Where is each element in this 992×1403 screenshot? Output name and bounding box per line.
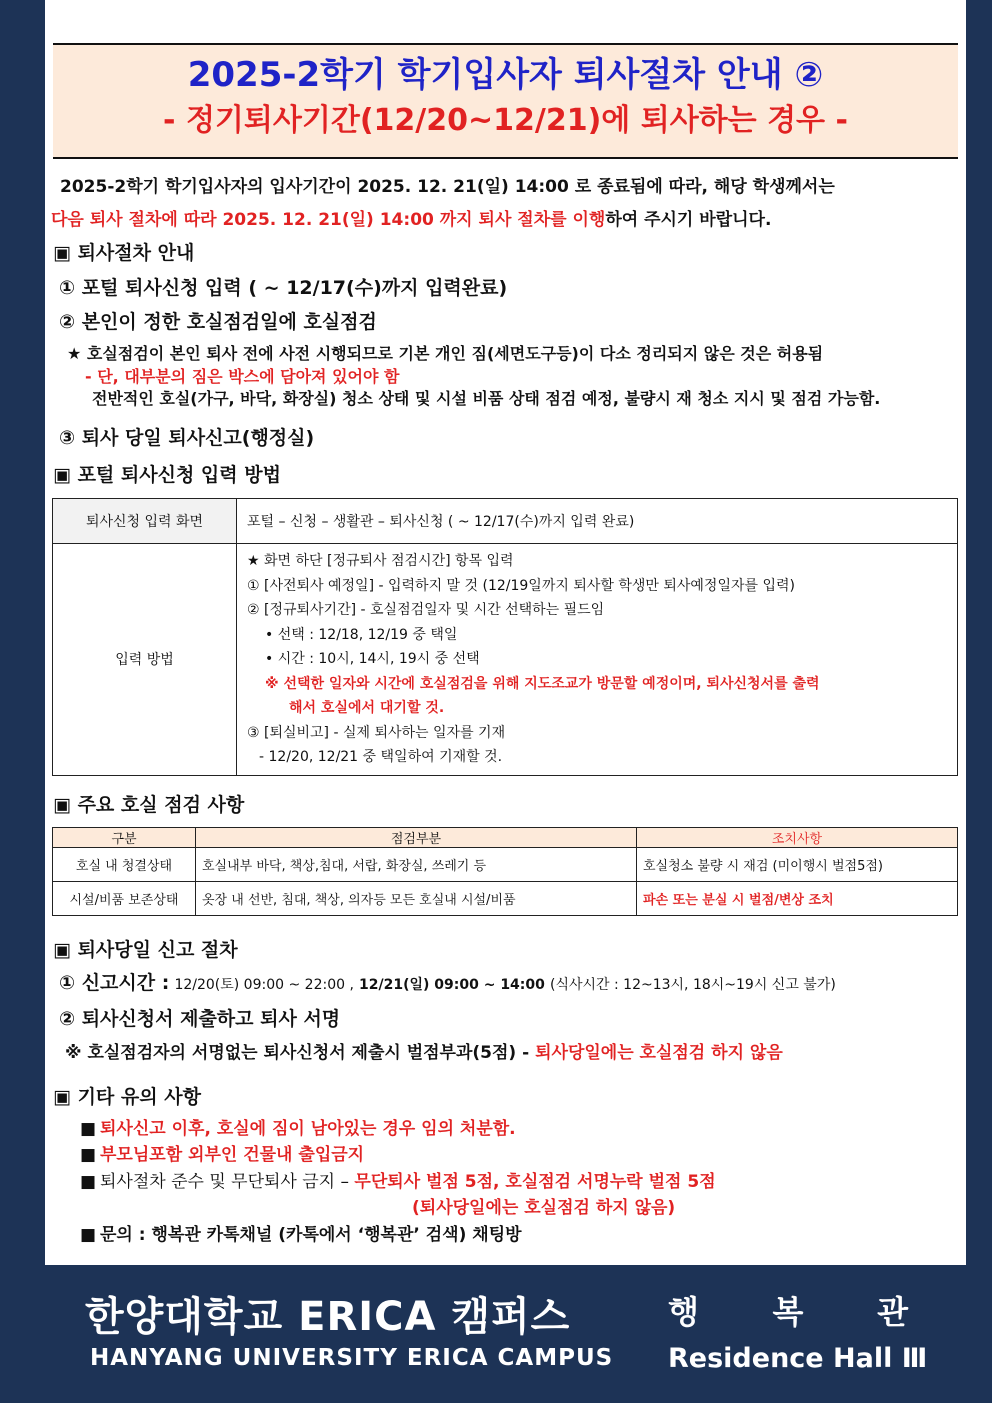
hall-name-ko-3: 관 — [877, 1293, 908, 1331]
procedure-note-general: 전반적인 호실(가구, 바닥, 화장실) 청소 상태 및 시설 비품 상태 점검 예정, 불량시 재 청소 지시 및 점검 가능함. — [92, 389, 881, 408]
portal-row-screen — [53, 499, 958, 544]
frame-right-bar — [966, 0, 992, 1265]
etc-bullet-3-red: 무단퇴사 벌점 5점, 호실점검 서명누락 벌점 5점 — [354, 1172, 716, 1192]
university-name-en: HANYANG UNIVERSITY ERICA CAMPUS — [90, 1345, 614, 1371]
portal-row-method-header: 입력 방법 — [53, 544, 237, 776]
dayof-step-1-label: ① 신고시간 : — [59, 972, 170, 994]
portal-row-screen-header: 퇴사신청 입력 화면 — [53, 499, 237, 544]
inspection-action: 호실청소 불량 시 재검 (미이행시 벌점5점) — [637, 848, 958, 882]
inspection-col-action: 조치사항 — [637, 828, 958, 848]
intro-line-1: 2025-2학기 학기입사자의 입사기간이 2025. 12. 21(일) 14:00 로 종료됨에 따라, 해당 학생께서는 — [60, 177, 835, 197]
page-subtitle: - 정기퇴사기간(12/20~12/21)에 퇴사하는 경우 - — [163, 103, 848, 138]
etc-bullet-3-text: 퇴사절차 준수 및 무단퇴사 금지 – — [100, 1172, 350, 1192]
title-box — [53, 43, 958, 159]
intro-rest: 하여 주시기 바랍니다. — [605, 210, 772, 230]
inspection-part: 옷장 내 선반, 침대, 책상, 의자등 모든 호실내 시설/비품 — [196, 882, 637, 916]
procedure-note-red: - 단, 대부분의 짐은 박스에 담아져 있어야 함 — [85, 367, 400, 386]
inspection-heading: ▣ 주요 호실 점검 사항 — [53, 794, 245, 816]
method-line-6: ※ 선택한 일자와 시간에 호실점검을 위해 지도조교가 방문할 예정이며, 퇴사신청서를 출력 — [265, 675, 820, 692]
method-line-1: ★ 화면 하단 [정규퇴사 점검시간] 항목 입력 — [247, 553, 514, 569]
bullet-square-icon: ■ — [80, 1119, 97, 1139]
hall-name-ko-2: 복 — [772, 1293, 804, 1331]
hall-name-ko-1: 행 — [668, 1293, 699, 1331]
etc-bullet-4-text: 문의 : 행복관 카톡채널 (카톡에서 ‘행복관’ 검색) 채팅방 — [100, 1225, 522, 1245]
procedure-heading: ▣ 퇴사절차 안내 — [53, 242, 195, 264]
procedure-step-1: ① 포털 퇴사신청 입력 ( ~ 12/17(수)까지 입력완료) — [59, 277, 508, 299]
method-line-7: 해서 호실에서 대기할 것. — [289, 700, 445, 716]
etc-bullet-4 — [80, 1220, 522, 1245]
portal-row-screen-value: 포털 – 신청 – 생활관 – 퇴사신청 ( ~ 12/17(수)까지 입력 완료) — [237, 499, 958, 544]
document-body — [45, 0, 966, 1265]
etc-bullet-1 — [80, 1114, 516, 1139]
inspection-table — [52, 827, 958, 916]
inspection-action: 파손 또는 분실 시 벌점/변상 조치 — [637, 882, 958, 916]
etc-bullet-3-red-2: (퇴사당일에는 호실점검 하지 않음) — [412, 1198, 676, 1218]
inspection-header-row — [53, 828, 958, 848]
method-line-5: • 시간 : 10시, 14시, 19시 중 선택 — [265, 651, 480, 667]
dayof-note-black: ※ 호실점검자의 서명없는 퇴사신청서 제출시 벌점부과(5점) - — [65, 1043, 530, 1063]
etc-bullet-3 — [80, 1167, 716, 1192]
dayof-step-1 — [59, 968, 836, 995]
inspection-category: 호실 내 청결상태 — [53, 848, 196, 882]
etc-bullet-1-text: 퇴사신고 이후, 호실에 짐이 남아있는 경우 임의 처분함. — [100, 1119, 516, 1139]
table-row — [53, 882, 958, 916]
page-title: 2025-2학기 학기입사자 퇴사절차 안내 ② — [187, 55, 824, 95]
portal-row-method — [53, 544, 958, 776]
portal-table — [52, 498, 958, 776]
inspection-col-category: 구분 — [53, 828, 196, 848]
bullet-square-icon: ■ — [80, 1172, 97, 1192]
method-line-9: - 12/20, 12/21 중 택일하여 기재할 것. — [259, 749, 503, 765]
bullet-square-icon: ■ — [80, 1225, 97, 1245]
hall-name-ko — [668, 1287, 908, 1333]
method-line-2: ① [사전퇴사 예정일] - 입력하지 말 것 (12/19일까지 퇴사할 학생만 퇴사예정일자를 입력) — [247, 577, 795, 594]
dayof-heading: ▣ 퇴사당일 신고 절차 — [53, 939, 238, 961]
intro-line-2 — [51, 205, 771, 230]
procedure-step-3: ③ 퇴사 당일 퇴사신고(행정실) — [59, 427, 315, 449]
frame-left-bar — [0, 0, 45, 1265]
dayof-time-note: (식사시간 : 12~13시, 18시~19시 신고 불가) — [549, 977, 836, 993]
intro-deadline: 다음 퇴사 절차에 따라 2025. 12. 21(일) 14:00 까지 퇴사 절차를 이행 — [51, 210, 606, 230]
inspection-part: 호실내부 바닥, 책상,침대, 서랍, 화장실, 쓰레기 등 — [196, 848, 637, 882]
footer — [0, 1265, 992, 1403]
method-line-8: ③ [퇴실비고] - 실제 퇴사하는 일자를 기재 — [247, 724, 506, 741]
dayof-note — [65, 1038, 783, 1063]
dayof-note-red: 퇴사당일에는 호실점검 하지 않음 — [535, 1043, 783, 1063]
table-row — [53, 848, 958, 882]
inspection-col-part: 점검부분 — [196, 828, 637, 848]
etc-bullet-2 — [80, 1140, 364, 1165]
etc-heading: ▣ 기타 유의 사항 — [53, 1086, 201, 1108]
dayof-time-1: 12/20(토) 09:00 ~ 22:00 , — [174, 977, 354, 993]
inspection-category: 시설/비품 보존상태 — [53, 882, 196, 916]
portal-heading: ▣ 포털 퇴사신청 입력 방법 — [53, 464, 281, 486]
dayof-time-2: 12/21(일) 09:00 ~ 14:00 — [359, 977, 545, 993]
procedure-note-star: ★ 호실점검이 본인 퇴사 전에 사전 시행되므로 기본 개인 짐(세면도구등)이 다소 정리되지 않은 것은 허용됨 — [67, 344, 824, 363]
method-line-4: • 선택 : 12/18, 12/19 중 택일 — [265, 626, 458, 643]
etc-bullet-2-text: 부모님포함 외부인 건물내 출입금지 — [100, 1145, 365, 1165]
portal-row-method-value — [237, 544, 958, 776]
hall-name-en: Residence Hall Ⅲ — [668, 1343, 928, 1374]
university-name-ko: 한양대학교 ERICA 캠퍼스 — [85, 1294, 571, 1340]
method-line-3: ② [정규퇴사기간] - 호실점검일자 및 시간 선택하는 필드임 — [247, 602, 605, 618]
dayof-step-2: ② 퇴사신청서 제출하고 퇴사 서명 — [59, 1008, 341, 1030]
bullet-square-icon: ■ — [80, 1145, 97, 1165]
procedure-step-2: ② 본인이 정한 호실점검일에 호실점검 — [59, 311, 377, 333]
